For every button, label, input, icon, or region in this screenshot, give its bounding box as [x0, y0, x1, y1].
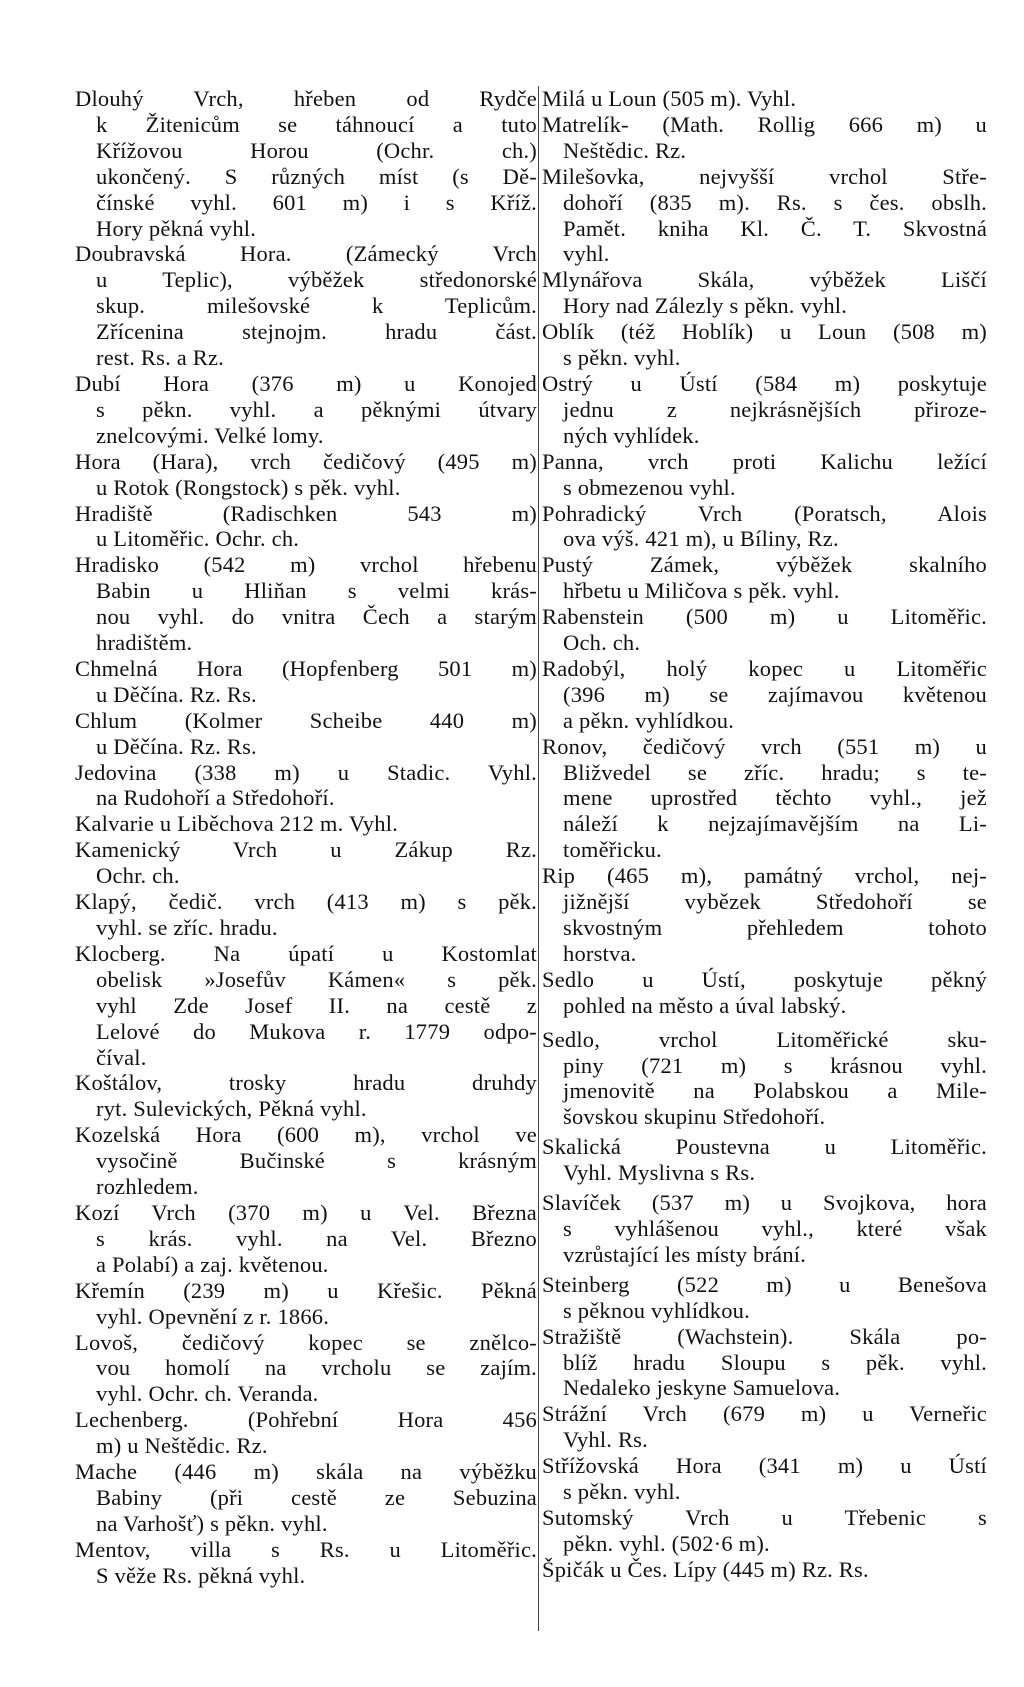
entry-continuation-line: skup. milešovské k Teplicům.: [96, 293, 537, 319]
entry-headword-line: Strážní Vrch (679 m) u Verneřic: [542, 1401, 987, 1427]
glossary-entry: [542, 552, 987, 604]
entry-headword-line: Hradisko (542 m) vrchol hřebenu: [75, 552, 537, 578]
glossary-entry: [75, 837, 537, 889]
glossary-entry: [542, 656, 987, 734]
entry-continuation-line: u Litoměřic. Ochr. ch.: [96, 526, 300, 552]
glossary-entry: [542, 604, 987, 656]
entry-continuation-line: Vyhl. Myslivna s Rs.: [563, 1160, 756, 1186]
entry-headword-line: Kalvarie u Liběchova 212 m. Vyhl.: [75, 811, 398, 837]
entry-continuation-line: znelcovými. Velké lomy.: [96, 422, 324, 448]
entry-continuation-line: u Děčína. Rz. Rs.: [96, 733, 257, 759]
entry-headword-line: Střížovská Hora (341 m) u Ústí: [542, 1453, 987, 1479]
glossary-entry: [542, 1272, 987, 1324]
entry-headword-line: Chlum (Kolmer Scheibe 440 m): [75, 707, 537, 733]
entry-continuation-line: skvostným přehledem tohoto: [563, 915, 987, 940]
entry-continuation-line: Hory nad Zálezly s pěkn. vyhl.: [563, 293, 848, 319]
entry-headword-line: Lechenberg. (Pohřební Hora 456: [75, 1407, 537, 1433]
glossary-entry: [542, 86, 987, 112]
glossary-entry: [75, 1200, 537, 1278]
entry-headword-line: Radobýl, holý kopec u Litoměřic: [542, 655, 987, 681]
entry-continuation-line: jižnější vybězek Středohoří se: [563, 889, 987, 915]
entry-headword-line: Mentov, villa s Rs. u Litoměřic.: [75, 1536, 537, 1562]
glossary-entry: [542, 319, 987, 371]
entry-continuation-line: s pěkn. vyhl.: [563, 1479, 681, 1505]
glossary-entry: [75, 1070, 537, 1122]
glossary-entry: [542, 1027, 987, 1131]
entry-continuation-line: m) u Neštědic. Rz.: [96, 1433, 268, 1459]
entry-headword-line: Matrelík- (Math. Rollig 666 m) u: [542, 111, 987, 137]
entry-continuation-line: s krás. vyhl. na Vel. Březno: [96, 1225, 537, 1251]
entry-continuation-line: horstva.: [563, 940, 637, 966]
entry-headword-line: Hradiště (Radischken 543 m): [75, 500, 537, 526]
entry-continuation-line: u Rotok (Rongstock) s pěk. vyhl.: [96, 474, 401, 500]
entry-continuation-line: S věže Rs. pěkná vyhl.: [96, 1562, 306, 1588]
entry-continuation-line: vyhl. Ochr. ch. Veranda.: [96, 1381, 319, 1407]
glossary-entry: [542, 501, 987, 553]
entry-continuation-line: dohoří (835 m). Rs. s čes. obslh.: [563, 189, 987, 215]
entry-continuation-line: Babin u Hliňan s velmi krás-: [96, 578, 537, 604]
entry-headword-line: Koštálov, trosky hradu druhdy: [75, 1070, 537, 1096]
entry-headword-line: Rabenstein (500 m) u Litoměřic.: [542, 604, 987, 630]
entry-headword-line: Skalická Poustevna u Litoměřic.: [542, 1134, 987, 1160]
entry-continuation-line: a pěkn. vyhlídkou.: [563, 707, 735, 733]
entry-headword-line: Chmelná Hora (Hopfenberg 501 m): [75, 655, 537, 681]
entry-continuation-line: Ochr. ch.: [96, 863, 180, 889]
entry-headword-line: Mlynářova Skála, výběžek Liščí: [542, 267, 987, 293]
entry-continuation-line: obelisk »Josefův Kámen« s pěk.: [96, 966, 537, 992]
entry-continuation-line: u Děčína. Rz. Rs.: [96, 681, 257, 707]
entry-headword-line: Stražiště (Wachstein). Skála po-: [542, 1323, 987, 1349]
entry-headword-line: Doubravská Hora. (Zámecký Vrch: [75, 241, 537, 267]
entry-headword-line: Dubí Hora (376 m) u Konojed: [75, 370, 537, 396]
column-divider: [538, 86, 539, 1631]
glossary-entry: [75, 889, 537, 941]
entry-headword-line: Rip (465 m), památný vrchol, nej-: [542, 863, 987, 889]
entry-headword-line: Kozí Vrch (370 m) u Vel. Března: [75, 1199, 537, 1225]
entry-continuation-line: hradištěm.: [96, 630, 193, 656]
entry-continuation-line: piny (721 m) s krásnou vyhl.: [563, 1052, 987, 1078]
entry-continuation-line: vyhl Zde Josef II. na cestě z: [96, 992, 537, 1018]
entry-continuation-line: vyhl. Opevnění z r. 1866.: [96, 1303, 330, 1329]
glossary-entry: [75, 241, 537, 371]
entry-continuation-line: vzrůstající les místy brání.: [563, 1241, 807, 1267]
entry-continuation-line: rozhledem.: [96, 1174, 199, 1200]
entry-headword-line: Ostrý u Ústí (584 m) poskytuje: [542, 370, 987, 396]
entry-continuation-line: na Rudohoří a Středohoří.: [96, 785, 335, 811]
entry-continuation-line: a Polabí) a zaj. květenou.: [96, 1251, 329, 1277]
entry-headword-line: Milá u Loun (505 m). Vyhl.: [542, 86, 797, 111]
entry-headword-line: Oblík (též Hoblík) u Loun (508 m): [542, 319, 987, 345]
entry-headword-line: Hora (Hara), vrch čedičový (495 m): [75, 448, 537, 474]
entry-headword-line: Steinberg (522 m) u Benešova: [542, 1271, 987, 1297]
entry-continuation-line: toměřicku.: [563, 837, 662, 863]
glossary-entry: [75, 552, 537, 656]
entry-continuation-line: u Teplic), výběžek středonorské: [96, 267, 537, 293]
entry-continuation-line: Bližvedel se zříc. hradu; s te-: [563, 759, 987, 785]
entry-continuation-line: ryt. Sulevických, Pěkná vyhl.: [96, 1096, 367, 1122]
glossary-entry: [75, 941, 537, 1071]
entry-continuation-line: Lelové do Mukova r. 1779 odpo-: [96, 1018, 537, 1044]
entry-continuation-line: rest. Rs. a Rz.: [96, 345, 224, 371]
entry-headword-line: Panna, vrch proti Kalichu ležící: [542, 448, 987, 474]
entry-headword-line: Křemín (239 m) u Křešic. Pěkná: [75, 1277, 537, 1303]
glossary-entry: [542, 371, 987, 449]
entry-continuation-line: pohled na město a úval labský.: [563, 992, 847, 1018]
glossary-entry: [75, 1330, 537, 1408]
entry-continuation-line: vou homolí na vrcholu se zajím.: [96, 1355, 537, 1381]
entry-continuation-line: s obmezenou vyhl.: [563, 474, 736, 500]
entry-continuation-line: jmenovitě na Polabskou a Mile-: [563, 1078, 987, 1104]
entry-headword-line: Sedlo, vrchol Litoměřické sku-: [542, 1026, 987, 1052]
entry-continuation-line: Neštědic. Rz.: [563, 137, 687, 163]
glossary-entry: [542, 734, 987, 864]
glossary-entry: [542, 1557, 987, 1583]
glossary-entry: [542, 449, 987, 501]
entry-continuation-line: (396 m) se zajímavou květenou: [563, 681, 987, 707]
entry-continuation-line: Zřícenina stejnojm. hradu část.: [96, 319, 537, 345]
entry-continuation-line: ukončený. S různých míst (s Dě-: [96, 163, 537, 189]
entry-headword-line: Lovoš, čedičový kopec se znělco-: [75, 1329, 537, 1355]
document-page: [75, 86, 987, 1626]
entry-continuation-line: mene uprostřed těchto vyhl., jež: [563, 785, 987, 811]
entry-continuation-line: s pěkn. vyhl. a pěknými útvary: [96, 396, 537, 422]
entry-continuation-line: Pamět. kniha Kl. Č. T. Skvostná: [563, 215, 987, 241]
glossary-entry: [75, 1122, 537, 1200]
entry-continuation-line: s vyhlášenou vyhl., které však: [563, 1215, 987, 1241]
entry-continuation-line: hřbetu u Miličova s pěk. vyhl.: [563, 578, 840, 604]
entry-continuation-line: čínské vyhl. 601 m) i s Kříž.: [96, 189, 537, 215]
entry-continuation-line: Nedaleko jeskyne Samuelova.: [563, 1375, 841, 1401]
glossary-entry: [542, 1505, 987, 1557]
glossary-entry: [75, 1459, 537, 1537]
entry-continuation-line: Och. ch.: [563, 630, 641, 656]
entry-continuation-line: vyhl.: [563, 241, 610, 267]
entry-headword-line: Mache (446 m) skála na výběžku: [75, 1459, 537, 1485]
entry-headword-line: Kamenický Vrch u Zákup Rz.: [75, 837, 537, 863]
entry-continuation-line: Vyhl. Rs.: [563, 1427, 648, 1453]
entry-continuation-line: vysočině Bučinské s krásným: [96, 1148, 537, 1174]
entry-continuation-line: s pěknou vyhlídkou.: [563, 1297, 750, 1323]
glossary-entry: [75, 449, 537, 501]
entry-headword-line: Jedovina (338 m) u Stadic. Vyhl.: [75, 759, 537, 785]
entry-continuation-line: Hory pěkná vyhl.: [96, 215, 257, 241]
entry-continuation-line: pěkn. vyhl. (502·6 m).: [563, 1530, 770, 1556]
entry-continuation-line: náleží k nejzajímavějším na Li-: [563, 811, 987, 837]
entry-continuation-line: blíž hradu Sloupu s pěk. vyhl.: [563, 1349, 987, 1375]
entry-continuation-line: na Varhošť) s pěkn. vyhl.: [96, 1510, 328, 1536]
glossary-entry: [75, 811, 537, 837]
entry-continuation-line: Babiny (při cestě ze Sebuzina: [96, 1484, 537, 1510]
glossary-entry: [542, 112, 987, 164]
entry-continuation-line: Křížovou Horou (Ochr. ch.): [96, 137, 537, 163]
right-column: [542, 86, 987, 1583]
entry-headword-line: Sutomský Vrch u Třebenic s: [542, 1504, 987, 1530]
entry-headword-line: Pohradický Vrch (Poratsch, Alois: [542, 500, 987, 526]
glossary-entry: [542, 1324, 987, 1402]
glossary-entry: [75, 760, 537, 812]
entry-continuation-line: jednu z nejkrásnějších přiroze-: [563, 396, 987, 422]
entry-headword-line: Klocberg. Na úpatí u Kostomlat: [75, 940, 537, 966]
entry-continuation-line: s pěkn. vyhl.: [563, 345, 681, 371]
glossary-entry: [75, 656, 537, 708]
entry-continuation-line: ova výš. 421 m), u Bíliny, Rz.: [563, 526, 839, 552]
glossary-entry: [542, 1190, 987, 1268]
glossary-entry: [542, 967, 987, 1019]
entry-headword-line: Milešovka, nejvyšší vrchol Stře-: [542, 163, 987, 189]
glossary-entry: [75, 371, 537, 449]
glossary-entry: [75, 1407, 537, 1459]
glossary-entry: [542, 1453, 987, 1505]
entry-continuation-line: ných vyhlídek.: [563, 422, 700, 448]
entry-headword-line: Sedlo u Ústí, poskytuje pěkný: [542, 966, 987, 992]
entry-headword-line: Kozelská Hora (600 m), vrchol ve: [75, 1122, 537, 1148]
glossary-entry: [75, 501, 537, 553]
entry-continuation-line: nou vyhl. do vnitra Čech a starým: [96, 604, 537, 630]
glossary-entry: [542, 267, 987, 319]
entry-headword-line: Špičák u Čes. Lípy (445 m) Rz. Rs.: [542, 1556, 869, 1582]
entry-headword-line: Pustý Zámek, výběžek skalního: [542, 552, 987, 578]
entry-continuation-line: vyhl. se zříc. hradu.: [96, 915, 278, 940]
entry-continuation-line: číval.: [96, 1044, 147, 1070]
entry-headword-line: Slavíček (537 m) u Svojkova, hora: [542, 1190, 987, 1216]
glossary-entry: [542, 863, 987, 967]
glossary-entry: [542, 1134, 987, 1186]
entry-headword-line: Ronov, čedičový vrch (551 m) u: [542, 733, 987, 759]
glossary-entry: [542, 164, 987, 268]
entry-headword-line: Dlouhý Vrch, hřeben od Rydče: [75, 86, 537, 111]
glossary-entry: [542, 1401, 987, 1453]
glossary-entry: [75, 86, 537, 241]
entry-headword-line: Klapý, čedič. vrch (413 m) s pěk.: [75, 889, 537, 915]
left-column: [75, 86, 537, 1589]
glossary-entry: [75, 1278, 537, 1330]
glossary-entry: [75, 708, 537, 760]
entry-continuation-line: k Žitenicům se táhnoucí a tuto: [96, 111, 537, 137]
glossary-entry: [75, 1537, 537, 1589]
entry-continuation-line: šovskou skupinu Středohoří.: [563, 1104, 826, 1130]
